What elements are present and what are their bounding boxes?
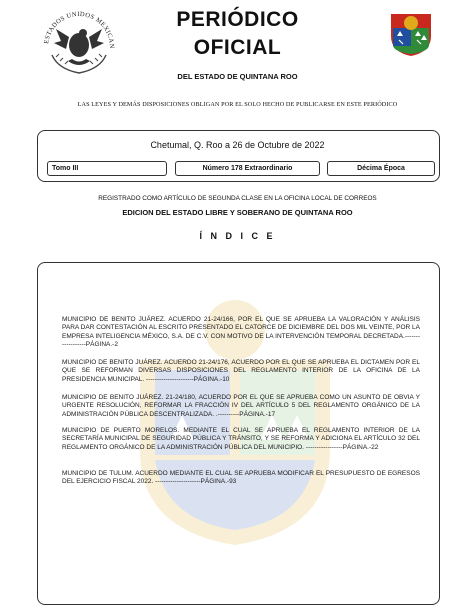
index-entry: MUNICIPIO DE BENITO JUÁREZ. ACUERDO 21-24/166, POR EL QUE SE APRUEBA LA VALORACIÓN Y ANÁLISIS PARA DAR CONTESTACIÓN AL ESCRITO PRESENTADO EL CATORCE DE DICIEMBRE DEL DOS MIL VEINTE, POR LA EMPRESA INTELIGENCIA MÉXICO, S.A. DE C.V. CON MOTIVO DE LA INTERVENCIÓN TEMPORAL DECRETADA.------------------PÁGINA.-2 (62, 316, 420, 348)
quintana-roo-shield-icon (387, 10, 435, 58)
publication-date: Chetumal, Q. Roo a 26 de Octubre de 2022 (150, 140, 325, 150)
tomo-label: Tomo III (47, 161, 167, 176)
page-title-line2: OFICIAL (193, 36, 282, 59)
seal-text: ESTADOS UNIDOS MEXICAN (43, 10, 116, 49)
index-entry: MUNICIPIO DE TULUM. ACUERDO MEDIANTE EL CUAL SE APRUEBA MODIFICAR EL PRESUPUESTO DE EGRESOS DEL EJERCICIO FISCAL 2022. ---------------------PÁGINA.-93 (62, 470, 420, 486)
legal-notice: LAS LEYES Y DEMÁS DISPOSICIONES OBLIGAN POR EL SOLO HECHO DE PUBLICARSE EN ESTE PERIÓDICO (77, 101, 398, 108)
registration-notice: REGISTRADO COMO ARTÍCULO DE SEGUNDA CLASE EN LA OFICINA LOCAL DE CORREOS (98, 195, 377, 202)
page-title-line1: PERIÓDICO (176, 8, 299, 31)
epoca-label: Décima Época (327, 161, 435, 176)
issue-number-label: Número 178 Extraordinario (175, 161, 320, 176)
page-subtitle: DEL ESTADO DE QUINTANA ROO (177, 72, 298, 81)
edition-notice: EDICION DEL ESTADO LIBRE Y SOBERANO DE QUINTANA ROO (122, 208, 353, 217)
index-entry: MUNICIPIO DE BENITO JUÁREZ. ACUERDO 21-24/176, ACUERDO POR EL QUE SE APRUEBA EL DICTAMEN POR EL QUE SE REFORMAN DIVERSAS DISPOSICIONES DEL REGLAMENTO INTERIOR DE LA OFICINA DE LA PRESIDENCIA MUNICIPAL. ----------------------PÁGINA.-10 (62, 359, 420, 383)
index-entry: MUNICIPIO DE BENITO JUÁREZ. 21-24/180, ACUERDO POR EL QUE SE APRUEBA COMO UN ASUNTO DE OBVIA Y URGENTE RESOLUCIÓN, REFORMAR LA FRACCIÓN IV DEL ARTÍCULO 5 DEL REGLAMENTO ORGÁNICO DE LA ADMINISTRACIÓN PÚBLICA DESCENTRALIZADA. .----------PÁGINA.-17 (62, 394, 420, 418)
mexican-national-seal-icon (38, 7, 120, 77)
index-entry: MUNICIPIO DE PUERTO MORELOS. MEDIANTE EL CUAL SE APRUEBA EL REGLAMENTO INTERIOR DE LA SECRETARÍA MUNICIPAL DE SEGURIDAD PÚBLICA Y TRÁNSITO, Y SE REFORMA Y ADICIONA EL ARTÍCULO 32 DEL REGLAMENTO ORGÁNICO DE LA ADMINISTRACIÓN PÚBLICA DEL MUNICIPIO. -----------------PÁGINA.-22 (62, 427, 420, 451)
index-heading: Í N D I C E (199, 231, 276, 241)
